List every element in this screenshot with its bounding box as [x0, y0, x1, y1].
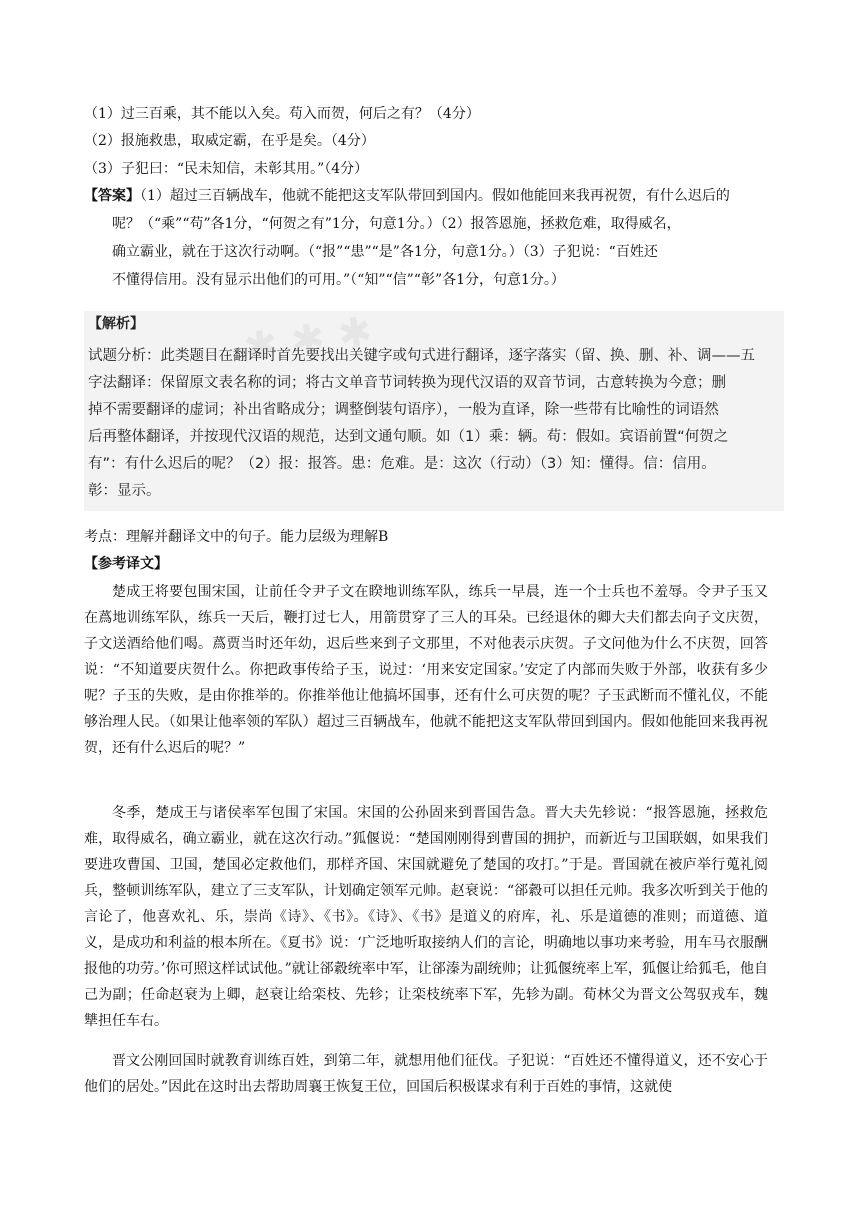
answer-line-2: 呢？（“乘”“苟”各1分，“何贺之有”1分，句意1分。）（2）报答恩施，拯救危难，取得威名，: [112, 216, 681, 232]
question-3: （3）子犯曰：“民未知信，未彰其用。”（4分）: [84, 161, 369, 177]
analysis-line-3: 掉不需要翻译的虚词；补出省略成分；调整倒装句语序），一般为直译，除一些带有比喻性的词语然: [88, 402, 719, 418]
analysis-line-5: 有”：有什么迟后的呢？（2）报：报答。患：危难。是：这次（行动）（3）知：懂得。信：信用。: [88, 456, 716, 472]
watermark: ✱ ✱ ✱: [241, 308, 375, 372]
translation-paragraph-1: 楚成王将要包围宋国，让前任令尹子文在睽地训练军队，练兵一早晨，连一个士兵也不羞辱。令尹子玉又在蔿地训练军队，练兵一天后，鞭打过七人，用箭贯穿了三人的耳朵。已经退休的卿大夫们都去向子文庆贺，子文送酒给他们喝。蔿贾当时还年幼，迟后些来到子文那里，不对他表示庆贺。子文问他为什么不庆贺，回答说：“不知道要庆贺什么。你把政事传给子玉，说过：‘用来安定国家。’安定了内部而失败于外部，收获有多少呢？子玉的失败，是由你推举的。你推举他让他搞坏国事，还有什么可庆贺的呢？子玉武断而不懂礼仪，不能够治理人民。（如果让他率领的军队）超过三百辆战车，他就不能把这支军队带回到国内。假如他能回来我再祝贺，还有什么迟后的呢？”: [84, 584, 768, 756]
answer-text-1: （1）超过三百辆战车，他就不能把这支军队带回到国内。假如他能回来我再祝贺，有什么迟后的: [140, 188, 730, 204]
translation-label: 【参考译文】: [84, 556, 168, 572]
kaodian: 考点：理解并翻译文中的句子。能力层级为理解B: [84, 529, 389, 545]
answer-line-1: [84, 186, 730, 206]
analysis-line-4: 后再整体翻译，并按现代汉语的规范，达到文通句顺。如（1）乘：辆。苟：假如。宾语前置“何贺之: [88, 429, 729, 445]
translation-paragraph-3: 晋文公刚回国时就教育训练百姓，到第二年，就想用他们征伐。子犯说：“百姓还不懂得道义，还不安心于他们的居处。”因此在这时出去帮助周襄王恢复王位，回国后积极谋求有利于百姓的事情，这就使: [84, 1053, 768, 1095]
analysis-text: [88, 343, 778, 505]
question-1: （1）过三百乘，其不能以入矣。苟入而贺，何后之有？（4分）: [84, 106, 480, 122]
translation-paragraph-2: 冬季，楚成王与诸侯率军包围了宋国。宋国的公孙固来到晋国告急。晋大夫先轸说：“报答恩施，拯救危难，取得威名，确立霸业，就在这次行动。”狐偃说：“楚国刚刚得到曹国的拥护，而新近与卫国联姻，如果我们要进攻曹国、卫国，楚国必定救他们，那样齐国、宋国就避免了楚国的攻打。”于是。晋国就在被庐举行蒐礼阅兵，整顿训练军队，建立了三支军队，计划确定领军元帅。赵衰说：“郤縠可以担任元帅。我多次听到关于他的言论了，他喜欢礼、乐，崇尚《诗》、《书》。《诗》、《书》是道义的府库，礼、乐是道德的准则；而道德、道义，是成功和利益的根本所在。《夏书》说：‘广泛地听取接纳人们的言论，明确地以事功来考验，用车马衣服酬报他的功劳。’你可照这样试试他。”就让郤縠统率中军，让郤溱为副统帅；让狐偃统率上军，狐偃让给狐毛，他自己为副；任命赵衰为上卿，赵衰让给栾枝、先轸；让栾枝统率下军，先轸为副。荀林父为晋文公驾驭戎车，魏犨担任车右。: [84, 805, 768, 1029]
analysis-label: 【解析】: [88, 316, 144, 332]
answer-line-3: 确立霸业，就在于这次行动啊。（“报”“患”“是”各1分，句意1分。）（3）子犯说：“百姓还: [112, 244, 658, 260]
analysis-line-6: 彰：显示。: [88, 483, 161, 499]
answer-label: 【答案】: [84, 188, 140, 204]
question-2: （2）报施救患，取威定霸，在乎是矣。（4分）: [84, 133, 375, 149]
analysis-line-1: 试题分析：此类题目在翻译时首先要找出关键字或句式进行翻译，逐字落实（留、换、删、补、调——五: [88, 348, 755, 364]
analysis-block: [84, 308, 784, 511]
analysis-line-2: 字法翻译：保留原文表名称的词；将古文单音节词转换为现代汉语的双音节词，古意转换为今意；删: [88, 375, 726, 391]
answer-line-4: 不懂得信用。没有显示出他们的可用。”（“知”“信”“彰”各1分，句意1分。）: [112, 272, 565, 288]
